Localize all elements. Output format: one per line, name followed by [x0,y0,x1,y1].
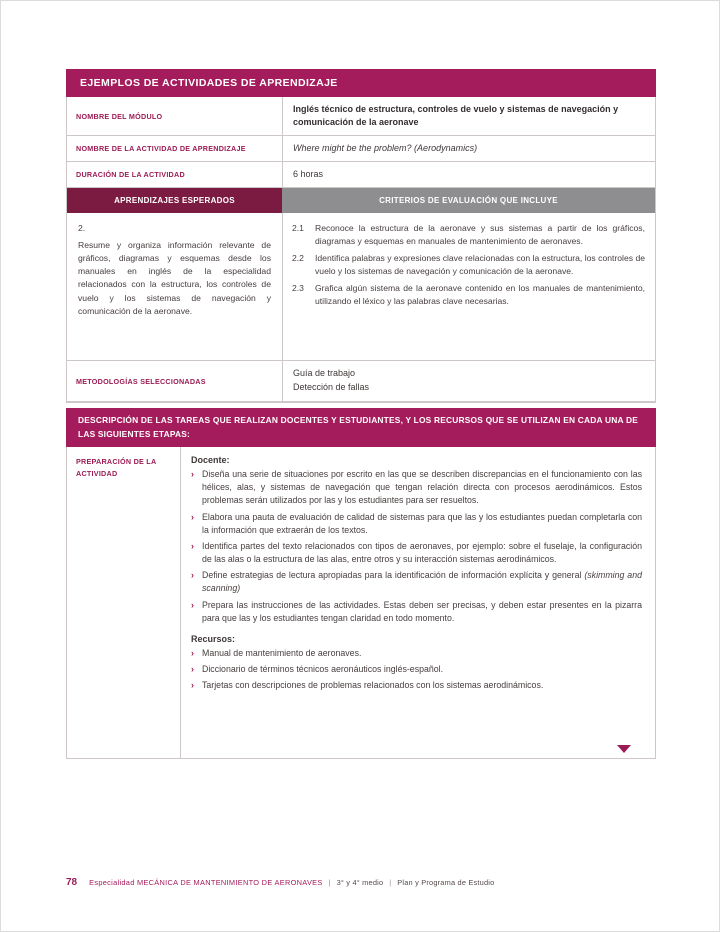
criteria-item [292,282,645,308]
docente-item-text: Elabora una pauta de evaluación de calidad de sistemas para que las y los estudiantes puedan completarla con la información que extraerán de los textos. [202,511,642,535]
learning-number: 2. [78,223,86,234]
docente-item-text-main: Define estrategias de lectura apropiadas para la identificación de información explícita y general [202,570,582,581]
preparation-content [180,447,655,758]
bullet-icon: › [191,540,194,551]
bullet-icon: › [191,680,194,691]
recursos-item-text: Manual de mantenimiento de aeronaves. [202,648,362,658]
docente-item [191,468,642,508]
table-row [67,162,655,188]
docente-item-text: Prepara las instrucciones de las actividades. Estas deben ser precisas, y deben estar presentes en la pizarra para que las y los estudiantes tengan claridad en todo momento. [202,599,642,623]
criteria-text: Grafica algún sistema de la aeronave contenido en los manuales de mantenimiento, utilizando el léxico y las palabras clave necesarias. [315,282,645,306]
methodologies-value [282,361,655,401]
module-name-value: Inglés técnico de estructura, controles de vuelo y sistemas de navegación y comunicación de la aeronave [282,97,655,135]
expected-learning-header: APRENDIZAJES ESPERADOS [67,188,282,213]
criteria-number: 2.3 [292,282,304,293]
docente-item-text: Identifica partes del texto relacionados con tipos de aeronaves, por ejemplo: sobre el fuselaje, la configuración de las alas o la estructura de las alas, entre otros y su interacción sistemas aerodinámicos. [202,540,642,565]
recursos-item [191,679,642,692]
criteria-number: 2.2 [292,252,304,263]
criteria-text: Reconoce la estructura de la aeronave y sus sistemas a partir de los gráficos, diagramas y esquemas en manuales de mantenimiento de aeronaves. [315,223,645,247]
table-row [67,97,655,136]
docente-item [191,599,642,625]
page-footer [66,877,666,888]
methodology-item: Guía de trabajo [293,368,356,379]
preparation-stage-label: PREPARACIÓN DE LA ACTIVIDAD [76,456,157,479]
bullet-icon: › [191,664,194,675]
preparation-section [66,447,656,759]
recursos-item [191,663,642,676]
table-row [67,136,655,162]
bullet-icon: › [191,648,194,658]
duration-value: 6 horas [282,162,655,187]
footer-specialty: Especialidad MECÁNICA DE MANTENIMIENTO DE AERONAVES [89,878,323,887]
recursos-item-text: Tarjetas con descripciones de problemas relacionados con los sistemas aerodinámicos. [202,680,544,691]
column-headers-row [67,188,655,213]
docente-item-text-italic: (skimming and scanning) [202,570,642,594]
docente-item [191,511,642,537]
page-number: 78 [66,877,78,888]
tasks-description-bar: DESCRIPCIÓN DE LAS TAREAS QUE REALIZAN DOCENTES Y ESTUDIANTES, Y LOS RECURSOS QUE SE UTILIZAN EN CADA UNA DE LAS SIGUIENTES ETAPAS: [66,408,656,447]
bullet-icon: › [191,599,194,610]
docente-item-text [202,569,642,595]
criteria-cell [282,213,655,360]
criteria-item [292,222,645,248]
teacher-heading: Docente: [191,454,230,465]
continuation-arrow-icon [617,745,631,753]
recursos-item-text: Diccionario de términos técnicos aeronáuticos inglés-español. [202,664,444,675]
module-name-label: NOMBRE DEL MÓDULO [76,111,163,121]
footer-grade: 3° y 4° medio [336,878,384,887]
methodologies-label: METODOLOGÍAS SELECCIONADAS [76,376,206,386]
footer-separator: | [389,878,392,887]
expected-learning-cell [67,213,282,360]
methodology-item: Detección de fallas [293,382,370,393]
section-title: EJEMPLOS DE ACTIVIDADES DE APRENDIZAJE [80,77,338,89]
criteria-number: 2.1 [292,223,304,234]
docente-item-text: Diseña una serie de situaciones por escrito en las que se describen discrepancias en el funcionamiento con las hélices, alas, y sistemas de navegación que tengan relación directa con procesos aerodinámicos. Estos problemas serán utilizados por las y los estudiantes para ser resueltos. [202,468,642,506]
activity-info-table [66,97,656,403]
duration-label: DURACIÓN DE LA ACTIVIDAD [76,170,185,180]
criteria-item [292,252,645,278]
methodologies-row [67,361,655,402]
recursos-item [191,647,642,660]
learning-text: Resume y organiza información relevante de gráficos, diagramas y esquemas desde los manuales en inglés de la especialidad relacionados con la estructura, los controles de vuelo y los sistemas de navegación y comunicación de la aeronave. [78,239,271,317]
criteria-text: Identifica palabras y expresiones clave relacionadas con la estructura, los controles de vuelo y los sistemas de navegación y comunicación de la aeronave. [315,252,645,276]
learning-criteria-row [67,213,655,361]
resources-heading: Recursos: [191,634,236,644]
bullet-icon: › [191,570,194,581]
docente-item [191,540,642,566]
activity-name-label: NOMBRE DE LA ACTIVIDAD DE APRENDIZAJE [76,144,246,154]
section-title-bar [66,69,656,97]
activity-name-value: Where might be the problem? (Aerodynamics) [282,136,655,161]
footer-program: Plan y Programa de Estudio [397,878,495,887]
bullet-icon: › [191,468,194,479]
bullet-icon: › [191,511,194,522]
activity-table [66,69,656,759]
evaluation-criteria-header: CRITERIOS DE EVALUACIÓN QUE INCLUYE [282,188,655,213]
footer-separator: | [328,878,331,887]
docente-item [191,569,642,595]
